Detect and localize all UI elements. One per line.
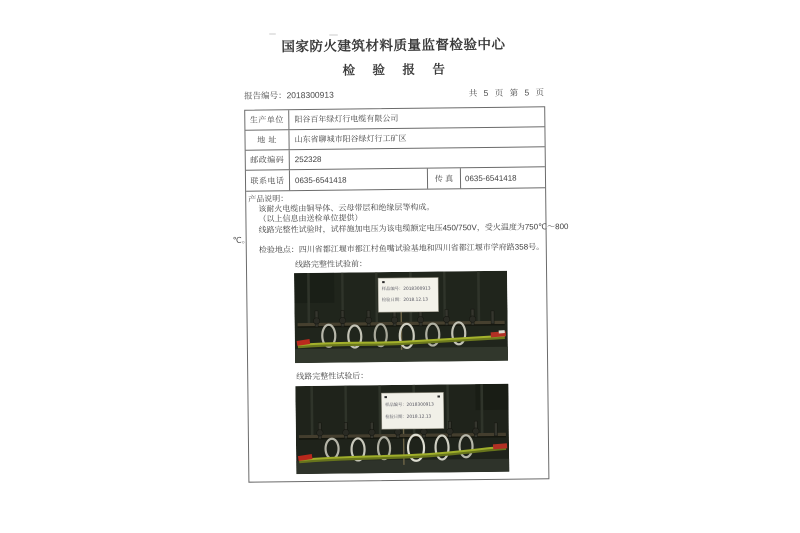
page-info: 共 5 页 第 5 页 xyxy=(468,87,547,99)
row-label: 联系电话 xyxy=(246,170,290,190)
photo-after-label: 线路完整性试验后： xyxy=(296,371,369,382)
report-meta xyxy=(244,86,546,101)
org-title: 国家防火建筑材料质量监督检验中心 xyxy=(281,36,506,55)
row-value-fax: 0635-6541418 xyxy=(464,173,517,183)
report-document xyxy=(225,26,569,510)
row-value: 0635-6541418 xyxy=(290,169,428,191)
product-line: （以上信息由送检单位提供） xyxy=(258,213,363,224)
test-rig-photo-before xyxy=(294,271,508,363)
row-value: 阳谷百年绿灯行电缆有限公司 xyxy=(294,113,399,125)
row-value: 山东省聊城市阳谷绿灯行工矿区 xyxy=(294,133,407,145)
test-date-text: 检验日期：2018.12.13 xyxy=(385,414,432,420)
sample-number-text: 样品编号：2018300913 xyxy=(381,287,431,293)
product-description-heading: 产品说明： xyxy=(248,194,289,204)
info-table xyxy=(232,106,569,482)
test-rig-photo-after xyxy=(295,383,509,473)
product-line: 该耐火电缆由铜导体、云母带层和绝缘层等构成。 xyxy=(258,202,435,214)
table-row-phone-fax xyxy=(246,167,545,191)
photo-before-label: 线路完整性试验前： xyxy=(294,259,368,270)
row-label: 生产单位 xyxy=(245,110,289,129)
test-date-text: 检验日期：2018.12.13 xyxy=(381,298,428,304)
sample-label-card xyxy=(381,392,443,429)
report-title: 检 验 报 告 xyxy=(342,62,453,78)
row-label-fax: 传 真 xyxy=(428,168,461,188)
product-line: 检验地点：四川省都江堰市都江村鱼嘴试验基地和四川省都江堰市学府路358号。 xyxy=(258,242,545,255)
row-label: 邮政编码 xyxy=(246,150,290,169)
sample-label-card xyxy=(378,278,438,313)
sample-number-text: 样品编号：2018300913 xyxy=(385,402,434,408)
product-line-wrap: ℃。 xyxy=(232,235,250,245)
report-number: 报告编号：2018300913 xyxy=(243,89,334,101)
row-label: 地 址 xyxy=(245,130,289,149)
row-value: 252328 xyxy=(294,154,322,165)
product-description-cell xyxy=(232,191,569,481)
product-line: 线路完整性试验时，试样施加电压为该电缆额定电压450/750V，受火温度为750℃～800 xyxy=(258,221,569,235)
